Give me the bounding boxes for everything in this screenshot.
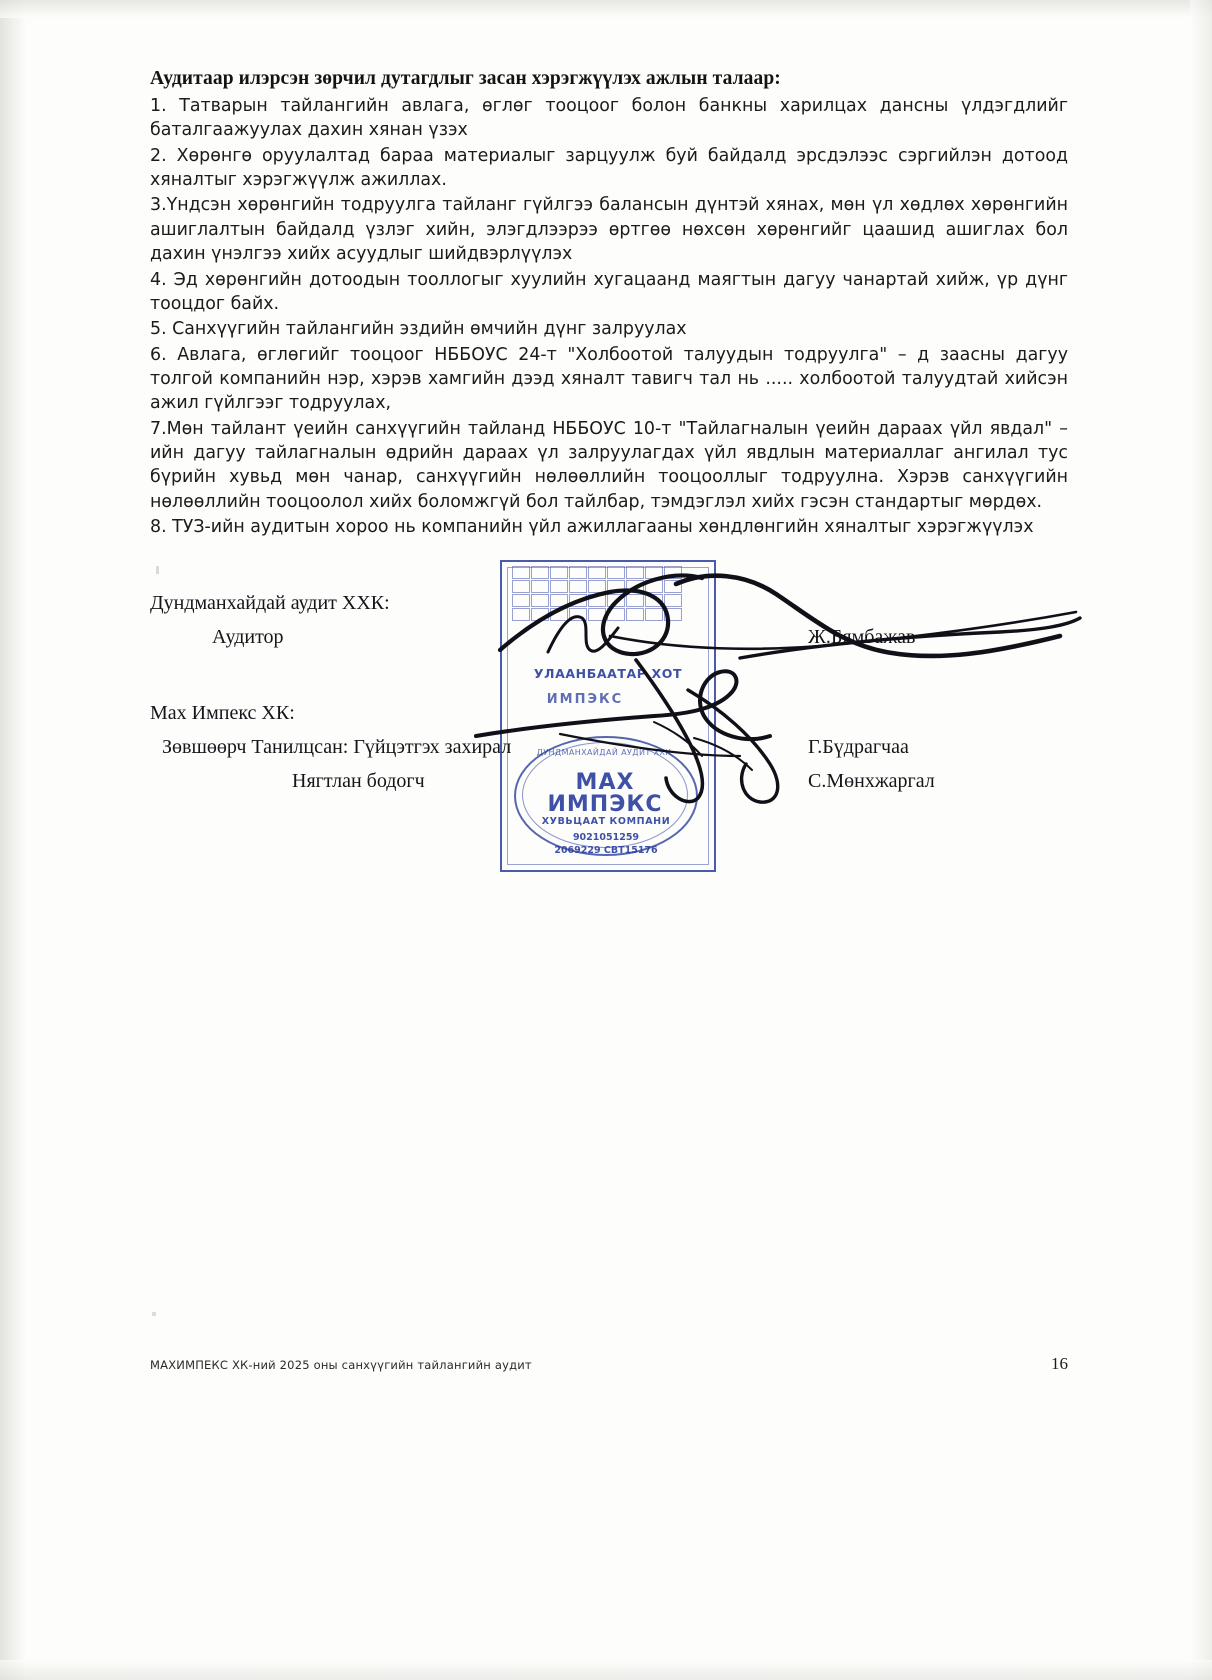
page-footer	[150, 1354, 1068, 1374]
signature-row-auditor-company	[150, 592, 1068, 626]
signature-row-client-2	[150, 770, 1068, 804]
client-company-label: Мах Импекс ХК:	[150, 702, 295, 724]
paragraph-2: 2. Хөрөнгө оруулалтад бараа материалыг зарцуулж буй байдалд эрсдэлээс сэргийлэн дотоод хяналтыг хэрэгжүүлж ажиллах.	[150, 145, 1068, 191]
scan-edge-bottom	[0, 1660, 1212, 1680]
client-name2-label: С.Мөнхжаргал	[808, 770, 935, 792]
stamp-main-line1: МАХ	[575, 770, 635, 795]
document-body	[150, 68, 1068, 539]
signature-row-client-1	[150, 736, 1068, 770]
page-title: Аудитаар илэрсэн зөрчил дутагдлыг засан хэрэгжүүлэх ажлын талаар:	[150, 68, 781, 89]
client-role-line2-label: Нягтлан бодогч	[292, 770, 425, 792]
stamp-sub-text: ХУВЬЦААТ КОМПАНИ	[541, 816, 671, 827]
scan-speck	[156, 566, 159, 574]
auditor-company-label: Дундманхайдай аудит ХХК:	[150, 592, 390, 614]
stamp-registration-1: 9021051259	[572, 832, 640, 843]
paragraph-4: 4. Эд хөрөнгийн дотоодын тооллогыг хуулийн хугацаанд маягтын дагуу чанартай хийж, үр дүнг тооцдог байх.	[150, 269, 1068, 314]
stamp-impex-small-text: ИМПЭКС	[546, 692, 624, 707]
signature-block	[150, 592, 1068, 804]
paragraph-1: 1. Татварын тайлангийн авлага, өглөг тооцоог болон банкны харилцах дансны үлдэгдлийг баталгаажуулах дахин хянан үзэх	[150, 96, 1068, 141]
stamp-arc-text: ДУНДМАНХАЙДАЙ АУДИТ ХХК	[536, 748, 672, 757]
stamp-city-text: УЛААНБААТАР ХОТ	[533, 666, 683, 681]
paragraph-3: 3.Үндсэн хөрөнгийн тодруулга тайланг гүйлгээ балансын дүнтэй хянах, мөн үл хөдлөх хөрөнгийн ашиглалтын байдалд үзлэг хийн, элэгдлээрээ өртгөө нөхсөн хөрөнгийг цаашид ашиглах бол дахин үнэлгээ хийх асуудлыг шийдвэрлүүлэх	[150, 195, 1068, 265]
paragraph-6: 6. Авлага, өглөгийг тооцоог НББОУС 24-т "Холбоотой талуудын тодруулга" – д заасны дагуу толгой компанийн нэр, хэрэв хамгийн дээд хяналт тавигч тал нь ..... холбоотой талуудтай хийсэн ажил гүйлгээг тодруулах,	[150, 344, 1068, 414]
paragraph-8: 8. ТУЗ-ийн аудитын хороо нь компанийн үйл ажиллагааны хөндлөнгийн хяналтыг хэрэгжүүлэх	[150, 517, 1034, 538]
scan-edge-left	[0, 0, 26, 1680]
scan-speck	[152, 1312, 156, 1316]
paragraph-5: 5. Санхүүгийн тайлангийн эздийн өмчийн дүнг залруулах	[150, 319, 687, 340]
paragraph-7: 7.Мөн тайлант үеийн санхүүгийн тайланд НББОУС 10-т "Тайлагналын үеийн дараах үйл явдал" – ийн дагуу тайлагналын өдрийн дараах үл залруулагдах үйл явдлын материаллаг ангилал тус бүрийн хувьд мөн чанар, санхүүгийн нөлөөллийн тооцооллыг тодруулна. Хэрэв санхүүгийн нөлөөллийн тооцоолол хийх боломжгүй бол тайлбар, тэмдэглэл хийх гэсэн стандартыг мөрдөх.	[150, 418, 1068, 512]
signature-row-client-company	[150, 702, 1068, 736]
signature-row-auditor	[150, 626, 1068, 660]
stamp-main-line2: ИМПЭКС	[547, 792, 663, 818]
client-name1-label: Г.Бүдрагчаа	[808, 736, 909, 758]
scan-edge-right	[1190, 0, 1212, 1680]
client-role-line1-label: Зөвшөөрч Танилцсан: Гүйцэтгэх захирал	[162, 736, 512, 758]
auditor-role-label: Аудитор	[212, 626, 284, 648]
page-number: 16	[1051, 1354, 1068, 1373]
stamp-registration-2: 2069229 СВТ15176	[554, 845, 658, 856]
scan-edge-top	[0, 0, 1212, 18]
footer-note: МАХИМПЕКС ХК-ний 2025 оны санхүүгийн тайлангийн аудит	[150, 1358, 532, 1372]
auditor-name-label: Ж.Бямбажав	[808, 626, 916, 648]
signature-row-spacer	[150, 660, 1068, 702]
